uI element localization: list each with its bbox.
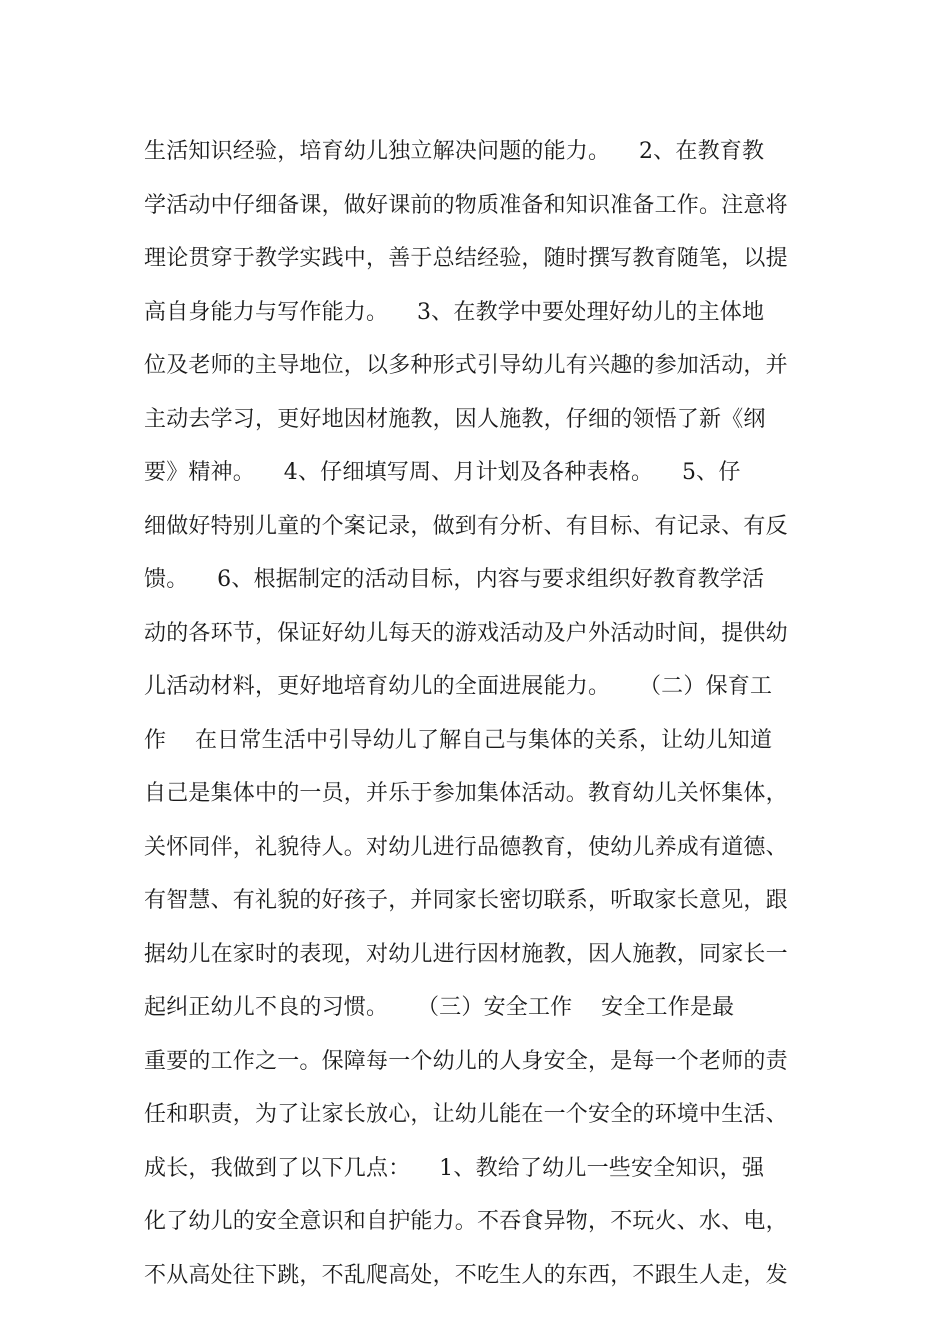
text-line: 不从高处往下跳，不乱爬高处，不吃生人的东西，不跟生人走，发 [144, 1262, 788, 1288]
text-line: 化了幼儿的安全意识和自护能力。不吞食异物，不玩火、水、电， [144, 1209, 788, 1234]
text-line: 成长，我做到了以下几点： 1、教给了幼儿一些安全知识，强 [144, 1155, 765, 1181]
body-text [144, 130, 824, 1307]
text-line: 馈。 6、根据制定的活动目标，内容与要求组织好教育教学活 [144, 567, 765, 592]
text-line: 自己是集体中的一员，并乐于参加集体活动。教育幼儿关怀集体， [144, 781, 788, 806]
text-line: 作 在日常生活中引导幼儿了解自己与集体的关系，让幼儿知道 [144, 727, 773, 753]
text-line: 理论贯穿于教学实践中，善于总结经验，随时撰写教育随笔，以提 [144, 246, 788, 271]
text-line: 任和职责，为了让家长放心，让幼儿能在一个安全的环境中生活、 [144, 1102, 788, 1127]
text-line: 有智慧、有礼貌的好孩子，并同家长密切联系，听取家长意见，跟 [144, 888, 788, 913]
text-line: 细做好特别儿童的个案记录，做到有分析、有目标、有记录、有反 [144, 513, 788, 539]
text-line: 关怀同伴，礼貌待人。对幼儿进行品德教育，使幼儿养成有道德、 [144, 834, 788, 860]
text-line: 动的各环节，保证好幼儿每天的游戏活动及户外活动时间，提供幼 [144, 620, 788, 646]
text-line: 高自身能力与写作能力。 3、在教学中要处理好幼儿的主体地 [144, 299, 765, 325]
text-line: 重要的工作之一。保障每一个幼儿的人身安全，是每一个老师的责 [144, 1048, 788, 1074]
text-line: 据幼儿在家时的表现，对幼儿进行因材施教，因人施教，同家长一 [144, 941, 788, 967]
text-line: 起纠正幼儿不良的习惯。 （三）安全工作 安全工作是最 [144, 995, 735, 1020]
text-line: 主动去学习，更好地因材施教，因人施教，仔细的领悟了新《纲 [144, 406, 766, 432]
text-line: 学活动中仔细备课，做好课前的物质准备和知识准备工作。注意将 [144, 192, 788, 218]
text-line: 位及老师的主导地位，以多种形式引导幼儿有兴趣的参加活动，并 [144, 353, 788, 378]
text-line: 要》精神。 4、仔细填写周、月计划及各种表格。 5、仔 [144, 460, 741, 485]
text-line: 生活知识经验，培育幼儿独立解决问题的能力。 2、在教育教 [144, 139, 765, 164]
text-line: 儿活动材料，更好地培育幼儿的全面进展能力。 （二）保育工 [144, 674, 773, 699]
